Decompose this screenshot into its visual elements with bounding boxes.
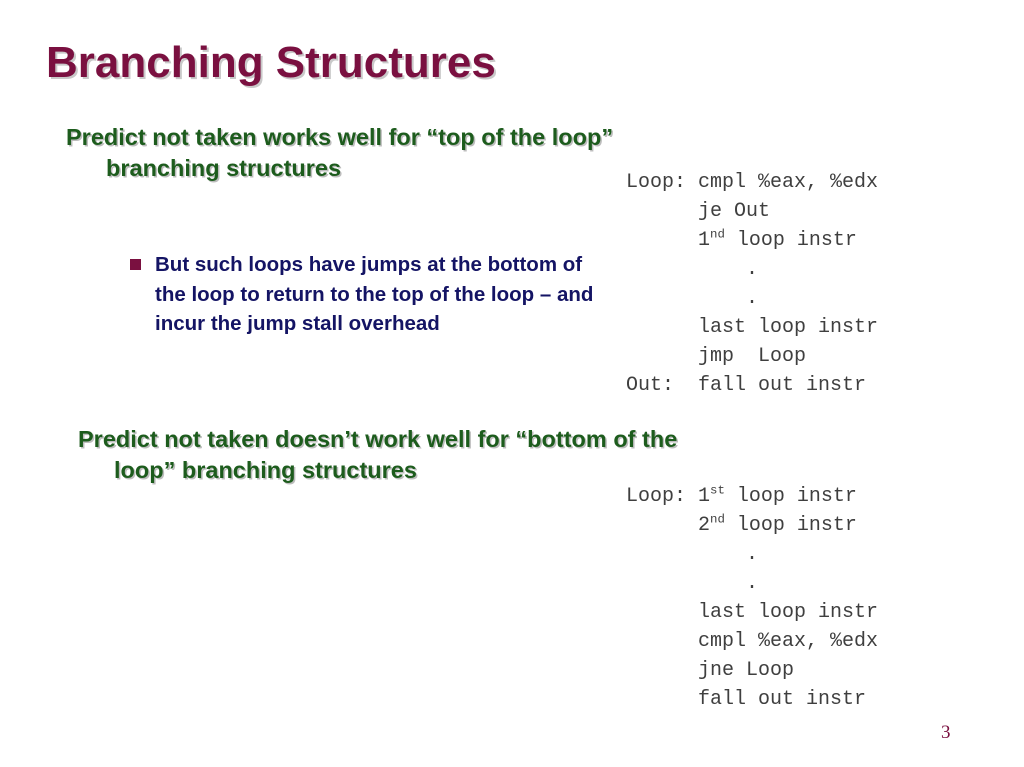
code-block-top	[626, 168, 878, 400]
bullet-bottom	[78, 424, 978, 485]
bullet-top-line1: Predict not taken works well for “top of the loop”	[66, 124, 614, 150]
code-block-bottom	[626, 482, 878, 714]
code-line: Out: fall out instr	[626, 374, 867, 397]
code-line: .	[626, 258, 759, 281]
bullet-bottom-line2: loop” branching structures	[114, 456, 417, 483]
code-line: .	[626, 572, 759, 595]
code-line: Loop: 1st loop instr	[626, 483, 857, 508]
code-line: jmp Loop	[626, 345, 807, 368]
bullet-bottom-line1: Predict not taken doesn’t work well for “bottom of the	[78, 426, 678, 452]
code-line: je Out	[626, 200, 771, 223]
code-line: last loop instr	[626, 316, 879, 339]
page-number: 3	[941, 722, 951, 743]
code-line: 2nd loop instr	[626, 512, 857, 537]
code-line: Loop: cmpl %eax, %edx	[626, 171, 879, 194]
square-bullet-icon	[130, 259, 141, 270]
code-line: .	[626, 543, 759, 566]
code-line: last loop instr	[626, 601, 879, 624]
code-line: jne Loop	[626, 659, 795, 682]
bullet-top-line2: branching structures	[106, 154, 342, 181]
code-line: cmpl %eax, %edx	[626, 630, 879, 653]
code-line: .	[626, 287, 759, 310]
page-title: Branching Structures	[46, 38, 496, 87]
sub-bullet-text: But such loops have jumps at the bottom of the loop to return to the top of the loop – and incur the jump stall overhead	[155, 253, 594, 336]
code-line: 1nd loop instr	[626, 227, 857, 252]
sub-bullet	[130, 250, 600, 339]
code-line: fall out instr	[626, 688, 867, 711]
